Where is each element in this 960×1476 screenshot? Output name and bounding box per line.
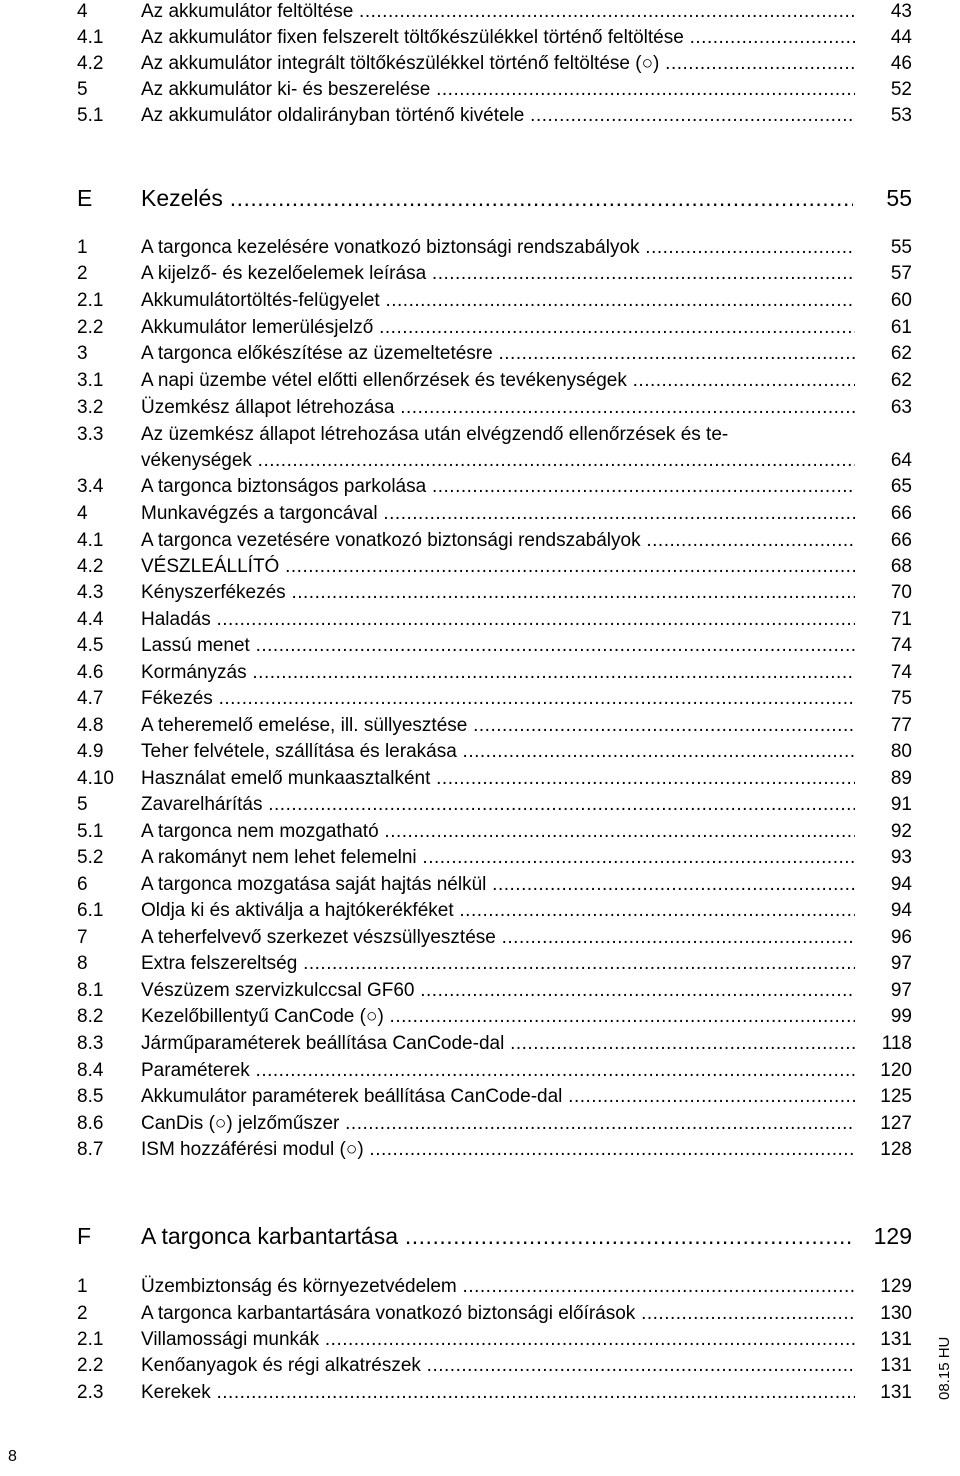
entry-number: 5.1 xyxy=(77,821,104,842)
entry-number: 4.5 xyxy=(77,635,104,656)
section-letter: E xyxy=(77,185,93,211)
toc-entry[interactable] xyxy=(0,342,960,366)
entry-page: 94 xyxy=(890,874,912,895)
entry-page: 74 xyxy=(890,662,912,683)
entry-title: Villamossági munkák ..... xyxy=(141,1328,855,1352)
entry-title: Járműparaméterek beállítása CanCode-dal ..... xyxy=(141,1032,855,1056)
toc-section-heading[interactable] xyxy=(0,1221,960,1251)
entry-title: Az akkumulátor fixen felszerelt töltőkészülékkel történő feltöltése ..... xyxy=(141,26,855,50)
entry-page: 99 xyxy=(890,1006,912,1027)
toc-entry[interactable] xyxy=(0,767,960,791)
entry-title: Fékezés ..... xyxy=(141,687,855,711)
entry-title: Kenőanyagok és régi alkatrészek ..... xyxy=(141,1354,855,1378)
toc-entry-continuation[interactable] xyxy=(0,449,960,473)
entry-number: 4.4 xyxy=(77,609,104,630)
entry-page: 62 xyxy=(890,370,912,391)
entry-page: 128 xyxy=(880,1139,912,1160)
toc-entry[interactable] xyxy=(0,1328,960,1352)
entry-number: 2 xyxy=(77,1303,88,1324)
entry-number: 5.2 xyxy=(77,847,104,868)
entry-title: Lassú menet ..... xyxy=(141,634,855,658)
entry-number: 4.1 xyxy=(77,530,104,551)
entry-title: Az akkumulátor feltöltése ..... xyxy=(141,0,855,24)
entry-page: 68 xyxy=(890,556,912,577)
toc-entry[interactable] xyxy=(0,555,960,579)
entry-page: 97 xyxy=(890,980,912,1001)
toc-entry[interactable] xyxy=(0,1059,960,1083)
section-title: Kezelés ..... xyxy=(141,183,853,213)
entry-number: 4.2 xyxy=(77,53,104,74)
entry-title: VÉSZLEÁLLÍTÓ ..... xyxy=(141,555,855,579)
section-letter: F xyxy=(77,1223,92,1249)
entry-title: A targonca nem mozgatható ..... xyxy=(141,820,855,844)
entry-page: 91 xyxy=(890,794,912,815)
entry-page: 97 xyxy=(890,953,912,974)
entry-page: 130 xyxy=(880,1303,912,1324)
toc-entry[interactable] xyxy=(0,104,960,128)
entry-page: 131 xyxy=(880,1382,912,1403)
toc-entry[interactable] xyxy=(0,1005,960,1029)
entry-number: 4 xyxy=(77,1,88,22)
entry-page: 53 xyxy=(890,105,912,126)
entry-number: 5.1 xyxy=(77,105,104,126)
entry-title: A targonca biztonságos parkolása ..... xyxy=(141,475,855,499)
entry-number: 5 xyxy=(77,794,88,815)
entry-title: Munkavégzés a targoncával ..... xyxy=(141,502,855,526)
entry-page: 127 xyxy=(880,1113,912,1134)
entry-title: A rakományt nem lehet felemelni ..... xyxy=(141,846,855,870)
entry-number: 4.3 xyxy=(77,582,104,603)
entry-title: A targonca vezetésére vonatkozó biztonsági rendszabályok ..... xyxy=(141,529,855,553)
toc-entry[interactable] xyxy=(0,899,960,923)
entry-page: 125 xyxy=(880,1086,912,1107)
entry-number: 4.8 xyxy=(77,715,104,736)
entry-number: 8.7 xyxy=(77,1139,104,1160)
toc-section-heading[interactable] xyxy=(0,183,960,213)
entry-page: 62 xyxy=(890,343,912,364)
entry-number: 5 xyxy=(77,79,88,100)
entry-number: 8 xyxy=(77,953,88,974)
toc-entry[interactable] xyxy=(0,396,960,420)
toc-entry[interactable] xyxy=(0,1112,960,1136)
toc-entry[interactable] xyxy=(0,740,960,764)
entry-title: Kerekek ..... xyxy=(141,1381,855,1405)
entry-page: 89 xyxy=(890,768,912,789)
entry-number: 1 xyxy=(77,1276,88,1297)
entry-number: 1 xyxy=(77,237,88,258)
toc-entry[interactable] xyxy=(0,289,960,313)
entry-page: 64 xyxy=(890,450,912,471)
entry-page: 43 xyxy=(890,1,912,22)
entry-page: 65 xyxy=(890,476,912,497)
toc-entry[interactable] xyxy=(0,820,960,844)
entry-number: 2.2 xyxy=(77,1355,104,1376)
edition-label: 08.15 HU xyxy=(936,1336,953,1400)
entry-number: 8.5 xyxy=(77,1086,104,1107)
entry-number: 6 xyxy=(77,874,88,895)
entry-title: Az akkumulátor integrált töltőkészülékkel történő feltöltése (○) ..... xyxy=(141,52,855,76)
entry-page: 93 xyxy=(890,847,912,868)
entry-title: Az üzemkész állapot létrehozása után elvégzendő ellenőrzések és te- xyxy=(141,424,729,445)
toc-entry[interactable] xyxy=(0,714,960,738)
entry-number: 4.7 xyxy=(77,688,104,709)
entry-page: 66 xyxy=(890,530,912,551)
entry-number: 6.1 xyxy=(77,900,104,921)
entry-page: 118 xyxy=(881,1033,912,1054)
entry-title: Kényszerfékezés ..... xyxy=(141,581,855,605)
toc-entry[interactable] xyxy=(0,793,960,817)
entry-title: A kijelző- és kezelőelemek leírása ..... xyxy=(141,262,855,286)
entry-title: A teherfelvevő szerkezet vészsüllyesztése ..... xyxy=(141,926,855,950)
entry-page: 92 xyxy=(890,821,912,842)
entry-page: 57 xyxy=(890,263,912,284)
entry-page: 66 xyxy=(890,503,912,524)
toc-entry[interactable] xyxy=(0,1085,960,1109)
entry-page: 70 xyxy=(890,582,912,603)
entry-page: 61 xyxy=(890,317,912,338)
entry-page: 60 xyxy=(890,290,912,311)
toc-entry[interactable] xyxy=(0,661,960,685)
entry-number: 8.3 xyxy=(77,1033,104,1054)
entry-title: Használat emelő munkaasztalként ..... xyxy=(141,767,855,791)
toc-entry[interactable] xyxy=(0,1032,960,1056)
toc-entry[interactable] xyxy=(0,608,960,632)
entry-number: 3 xyxy=(77,343,88,364)
toc-entry[interactable] xyxy=(0,979,960,1003)
toc-entry[interactable] xyxy=(0,634,960,658)
toc-entry[interactable] xyxy=(0,581,960,605)
entry-number: 4.6 xyxy=(77,662,104,683)
entry-number: 2 xyxy=(77,263,88,284)
toc-entry[interactable] xyxy=(0,687,960,711)
toc-entry[interactable] xyxy=(0,846,960,870)
entry-title: Paraméterek ..... xyxy=(141,1059,855,1083)
entry-page: 55 xyxy=(890,237,912,258)
entry-page: 129 xyxy=(880,1276,912,1297)
entry-title: Üzemkész állapot létrehozása ..... xyxy=(141,396,855,420)
toc-entry[interactable] xyxy=(0,316,960,340)
toc-entry[interactable] xyxy=(0,529,960,553)
toc-entry[interactable] xyxy=(0,52,960,76)
entry-number: 8.4 xyxy=(77,1060,104,1081)
entry-page: 46 xyxy=(890,53,912,74)
entry-title: Teher felvétele, szállítása és lerakása ..... xyxy=(141,740,855,764)
entry-title: A targonca kezelésére vonatkozó biztonsági rendszabályok ..... xyxy=(141,236,855,260)
entry-page: 77 xyxy=(890,715,912,736)
toc-entry[interactable] xyxy=(0,475,960,499)
section-page: 129 xyxy=(873,1223,912,1249)
page-number: 8 xyxy=(8,1448,17,1465)
entry-title: Oldja ki és aktiválja a hajtókerékféket ..... xyxy=(141,899,855,923)
entry-number: 4.1 xyxy=(77,27,104,48)
entry-number: 4.10 xyxy=(77,768,114,789)
section-page: 55 xyxy=(886,185,912,211)
entry-number: 2.1 xyxy=(77,290,104,311)
entry-title: Akkumulátor paraméterek beállítása CanCode-dal ..... xyxy=(141,1085,855,1109)
entry-number: 4.2 xyxy=(77,556,104,577)
entry-title: ISM hozzáférési modul (○) ..... xyxy=(141,1138,855,1162)
entry-number: 4 xyxy=(77,503,88,524)
section-title: A targonca karbantartása ..... xyxy=(141,1221,853,1251)
entry-title: Az akkumulátor ki- és beszerelése ..... xyxy=(141,78,855,102)
toc-entry[interactable] xyxy=(0,1381,960,1405)
toc-entry[interactable] xyxy=(0,502,960,526)
entry-title: A teheremelő emelése, ill. süllyesztése ..... xyxy=(141,714,855,738)
entry-number: 8.2 xyxy=(77,1006,104,1027)
entry-title: Extra felszereltség ..... xyxy=(141,952,855,976)
entry-page: 74 xyxy=(890,635,912,656)
toc-entry[interactable] xyxy=(0,1302,960,1326)
entry-title: Akkumulátortöltés-felügyelet ..... xyxy=(141,289,855,313)
toc-entry[interactable] xyxy=(0,262,960,286)
toc-entry[interactable] xyxy=(0,1354,960,1378)
entry-page: 96 xyxy=(890,927,912,948)
entry-page: 71 xyxy=(890,609,912,630)
entry-title: Haladás ..... xyxy=(141,608,855,632)
entry-number: 7 xyxy=(77,927,88,948)
toc-entry[interactable] xyxy=(0,952,960,976)
entry-page: 131 xyxy=(880,1355,912,1376)
entry-page: 80 xyxy=(890,741,912,762)
entry-number: 3.1 xyxy=(77,370,104,391)
entry-title: Akkumulátor lemerülésjelző ..... xyxy=(141,316,855,340)
entry-page: 44 xyxy=(890,27,912,48)
entry-title: Vészüzem szervizkulccsal GF60 ..... xyxy=(141,979,855,1003)
entry-number: 3.4 xyxy=(77,476,104,497)
entry-page: 52 xyxy=(890,79,912,100)
toc-entry[interactable] xyxy=(0,236,960,260)
entry-number: 2.3 xyxy=(77,1382,104,1403)
entry-number: 3.2 xyxy=(77,397,104,418)
entry-title: Üzembiztonság és környezetvédelem ..... xyxy=(141,1275,855,1299)
entry-number: 8.1 xyxy=(77,980,104,1001)
entry-title: CanDis (○) jelzőműszer ..... xyxy=(141,1112,855,1136)
toc-entry[interactable] xyxy=(0,423,960,447)
entry-title: Kezelőbillentyű CanCode (○) ..... xyxy=(141,1005,855,1029)
entry-title: A targonca előkészítése az üzemeltetésre ..... xyxy=(141,342,855,366)
entry-number: 2.1 xyxy=(77,1329,104,1350)
entry-title: Az akkumulátor oldalirányban történő kivétele ..... xyxy=(141,104,855,128)
toc-entry[interactable] xyxy=(0,0,960,24)
toc-entry[interactable] xyxy=(0,1275,960,1299)
entry-page: 120 xyxy=(880,1060,912,1081)
entry-number: 2.2 xyxy=(77,317,104,338)
toc-entry[interactable] xyxy=(0,78,960,102)
entry-number: 8.6 xyxy=(77,1113,104,1134)
entry-page: 94 xyxy=(890,900,912,921)
entry-page: 63 xyxy=(890,397,912,418)
toc-entry[interactable] xyxy=(0,926,960,950)
toc-entry[interactable] xyxy=(0,1138,960,1162)
entry-number: 4.9 xyxy=(77,741,104,762)
toc-entry[interactable] xyxy=(0,26,960,50)
entry-title: A targonca mozgatása saját hajtás nélkül ..... xyxy=(141,873,855,897)
entry-title: vékenységek ..... xyxy=(141,449,855,473)
entry-page: 75 xyxy=(890,688,912,709)
entry-page: 131 xyxy=(880,1329,912,1350)
entry-number: 3.3 xyxy=(77,424,104,445)
entry-title: A targonca karbantartására vonatkozó biztonsági előírások ..... xyxy=(141,1302,855,1326)
entry-title: Zavarelhárítás ..... xyxy=(141,793,855,817)
entry-title: Kormányzás ..... xyxy=(141,661,855,685)
entry-title: A napi üzembe vétel előtti ellenőrzések és tevékenységek ..... xyxy=(141,369,855,393)
toc-entry[interactable] xyxy=(0,873,960,897)
toc-entry[interactable] xyxy=(0,369,960,393)
